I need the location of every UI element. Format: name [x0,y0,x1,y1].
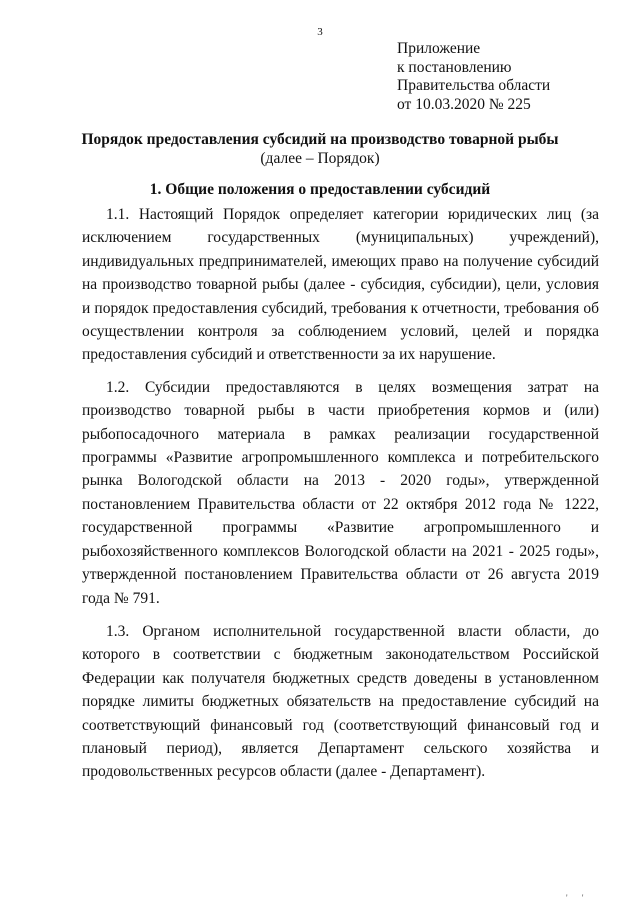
page-number: 3 [317,26,323,38]
section-heading: 1. Общие положения о предоставлении субсидий [149,181,491,198]
annex-line: Правительства области [397,77,551,94]
document-title-main: Порядок предоставления субсидий на производство товарной рыбы [81,131,559,148]
paragraph-1-2: 1.2. Субсидии предоставляются в целях возмещения затрат на производство товарной рыбы в части приобретения кормов и (или) рыбопосадочного материала в рамках реализации государственной программы «Развитие агропромышленного комплекса и потребительского рынка Вологодской области на 2013 - 2020 годы», утвержденной постановлением Правительства области от 22 октября 2012 года № 1222, государственной программы «Развитие агропромышленного и рыбохозяйственного комплексов Вологодской области на 2021 - 2025 годы», утвержденной постановлением Правительства области от 26 августа 2019 года № 791. [82,378,599,607]
corner-mark: ' ' [566,893,590,903]
paragraph-1-1: 1.1. Настоящий Порядок определяет категории юридических лиц (за исключением государственных (муниципальных) учреждений), индивидуальных предпринимателей, имеющих право на получение субсидий на производство товарной рыбы (далее - субсидия, субсидии), цели, условия и порядок предоставления субсидий, требования к отчетности, требования об осуществлении контроля за соблюдением условий, целей и порядка предоставления субсидий и ответственности за их нарушение. [82,206,599,364]
paragraph-1-3: 1.3. Органом исполнительной государственной власти области, до которого в соответствии с бюджетным законодательством Российской Федерации как получателя бюджетных средств доведены в установленном порядке лимиты бюджетных обязательств на предоставление субсидий на соответствующий финансовый год (соответствующий финансовый год и плановый период), является Департамент сельского хозяйства и продовольственных ресурсов области (далее - Департамент). [82,622,599,781]
section-body [82,203,599,793]
document-title-sub: (далее – Порядок) [260,150,380,167]
document-title [0,130,640,168]
annex-block [397,40,550,114]
annex-line: к постановлению [397,58,512,76]
annex-line: Приложение [397,40,481,57]
annex-date-number: от 10.03.2020 № 225 [397,95,531,113]
